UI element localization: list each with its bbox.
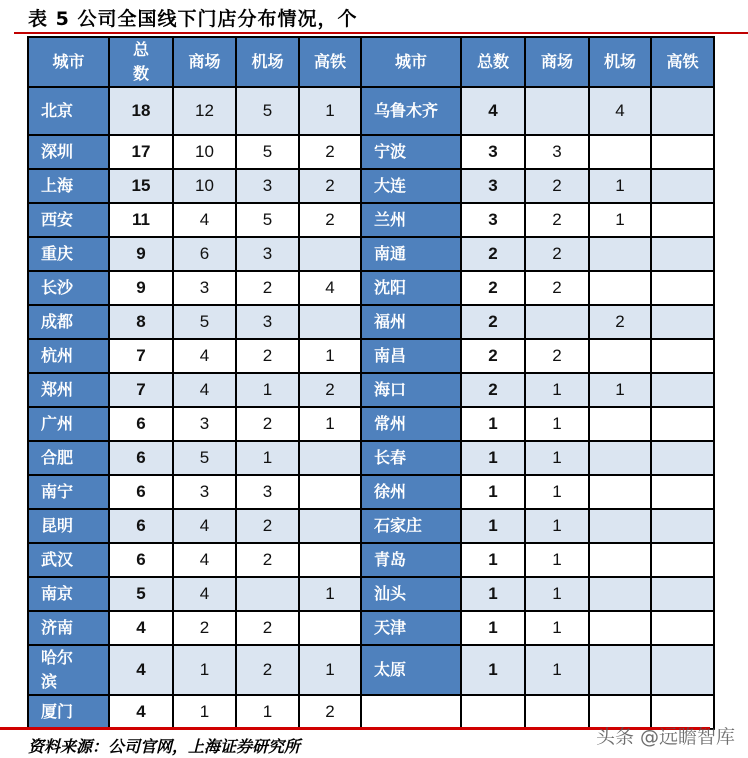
total-cell: 9 (109, 237, 173, 271)
total-cell: 2 (461, 271, 525, 305)
count-cell: 3 (173, 271, 236, 305)
city-cell: 重庆 (28, 237, 109, 271)
source-note: 资料来源：公司官网，上海证券研究所 (28, 737, 301, 756)
count-cell: 1 (589, 203, 651, 237)
city-cell: 南京 (28, 577, 109, 611)
total-cell: 1 (461, 645, 525, 695)
count-cell: 1 (525, 577, 589, 611)
count-cell: 5 (173, 305, 236, 339)
watermark: 头条 @远瞻智库 (596, 726, 736, 748)
store-table (27, 36, 715, 730)
count-cell (651, 509, 714, 543)
count-cell (299, 441, 361, 475)
city-cell: 昆明 (28, 509, 109, 543)
city-cell: 乌鲁木齐 (361, 87, 461, 135)
total-cell: 6 (109, 509, 173, 543)
count-cell (651, 339, 714, 373)
count-cell: 4 (173, 577, 236, 611)
count-cell (589, 645, 651, 695)
count-cell: 1 (525, 611, 589, 645)
city-cell: 上海 (28, 169, 109, 203)
total-cell: 15 (109, 169, 173, 203)
count-cell: 1 (299, 87, 361, 135)
total-cell: 4 (109, 695, 173, 729)
count-cell: 2 (299, 169, 361, 203)
count-cell: 1 (525, 543, 589, 577)
count-cell: 3 (525, 135, 589, 169)
city-cell: 武汉 (28, 543, 109, 577)
total-cell: 1 (461, 577, 525, 611)
count-cell: 2 (525, 203, 589, 237)
city-cell: 长沙 (28, 271, 109, 305)
count-cell (236, 577, 299, 611)
count-cell (651, 373, 714, 407)
total-cell: 6 (109, 441, 173, 475)
count-cell: 1 (236, 373, 299, 407)
table-row (28, 135, 714, 169)
city-cell: 宁波 (361, 135, 461, 169)
count-cell: 2 (299, 203, 361, 237)
city-cell: 郑州 (28, 373, 109, 407)
count-cell: 1 (525, 509, 589, 543)
count-cell: 2 (299, 135, 361, 169)
count-cell: 1 (236, 441, 299, 475)
count-cell: 1 (589, 169, 651, 203)
header-cell: 高铁 (651, 37, 714, 87)
count-cell: 4 (173, 543, 236, 577)
city-cell: 广州 (28, 407, 109, 441)
count-cell (651, 271, 714, 305)
header-row (28, 37, 714, 87)
total-cell: 2 (461, 339, 525, 373)
table-row (28, 543, 714, 577)
header-cell: 总数 (109, 37, 173, 87)
count-cell (651, 135, 714, 169)
total-cell: 3 (461, 135, 525, 169)
count-cell: 2 (299, 373, 361, 407)
total-cell: 1 (461, 543, 525, 577)
total-cell: 11 (109, 203, 173, 237)
count-cell: 3 (173, 475, 236, 509)
header-cell: 机场 (589, 37, 651, 87)
count-cell: 2 (525, 271, 589, 305)
count-cell (589, 441, 651, 475)
count-cell (651, 611, 714, 645)
count-cell: 2 (236, 543, 299, 577)
count-cell (525, 305, 589, 339)
count-cell: 2 (589, 305, 651, 339)
city-cell: 青岛 (361, 543, 461, 577)
count-cell: 1 (299, 577, 361, 611)
total-cell: 1 (461, 509, 525, 543)
city-cell: 厦门 (28, 695, 109, 729)
total-cell: 4 (461, 87, 525, 135)
count-cell (651, 237, 714, 271)
table-row (28, 339, 714, 373)
header-cell: 总数 (461, 37, 525, 87)
city-cell: 长春 (361, 441, 461, 475)
count-cell (651, 305, 714, 339)
city-cell: 南昌 (361, 339, 461, 373)
total-cell: 2 (461, 237, 525, 271)
city-cell: 海口 (361, 373, 461, 407)
table-row (28, 305, 714, 339)
total-cell: 17 (109, 135, 173, 169)
count-cell: 5 (173, 441, 236, 475)
count-cell: 6 (173, 237, 236, 271)
count-cell (589, 339, 651, 373)
count-cell: 5 (236, 87, 299, 135)
city-cell: 石家庄 (361, 509, 461, 543)
table-row (28, 203, 714, 237)
total-cell: 5 (109, 577, 173, 611)
table-row (28, 475, 714, 509)
total-cell: 7 (109, 373, 173, 407)
total-cell: 6 (109, 475, 173, 509)
count-cell (589, 407, 651, 441)
count-cell (589, 577, 651, 611)
count-cell: 2 (525, 169, 589, 203)
count-cell: 12 (173, 87, 236, 135)
total-cell: 2 (461, 373, 525, 407)
total-cell: 18 (109, 87, 173, 135)
count-cell: 1 (299, 339, 361, 373)
count-cell: 10 (173, 169, 236, 203)
count-cell: 3 (173, 407, 236, 441)
count-cell (651, 87, 714, 135)
count-cell: 2 (525, 339, 589, 373)
table-row (28, 611, 714, 645)
city-cell (361, 695, 461, 729)
count-cell: 2 (236, 339, 299, 373)
count-cell (651, 441, 714, 475)
count-cell (589, 237, 651, 271)
count-cell: 2 (236, 611, 299, 645)
total-cell: 1 (461, 407, 525, 441)
city-cell: 徐州 (361, 475, 461, 509)
city-cell: 济南 (28, 611, 109, 645)
count-cell (589, 271, 651, 305)
header-cell: 城市 (28, 37, 109, 87)
count-cell (651, 543, 714, 577)
count-cell (651, 407, 714, 441)
count-cell: 4 (173, 203, 236, 237)
total-cell: 3 (461, 203, 525, 237)
header-cell: 机场 (236, 37, 299, 87)
city-cell: 兰州 (361, 203, 461, 237)
city-cell: 大连 (361, 169, 461, 203)
total-cell: 7 (109, 339, 173, 373)
city-cell: 沈阳 (361, 271, 461, 305)
total-cell: 2 (461, 305, 525, 339)
total-cell (461, 695, 525, 729)
top-rule (14, 32, 748, 34)
total-cell: 1 (461, 611, 525, 645)
count-cell: 2 (525, 237, 589, 271)
city-cell: 哈尔滨 (28, 645, 109, 695)
total-cell: 9 (109, 271, 173, 305)
table-row (28, 87, 714, 135)
city-cell: 深圳 (28, 135, 109, 169)
header-cell: 商场 (525, 37, 589, 87)
count-cell: 3 (236, 237, 299, 271)
count-cell: 1 (525, 441, 589, 475)
header-cell: 商场 (173, 37, 236, 87)
city-cell: 南宁 (28, 475, 109, 509)
total-cell: 3 (461, 169, 525, 203)
count-cell (589, 543, 651, 577)
count-cell: 1 (299, 407, 361, 441)
count-cell: 1 (589, 373, 651, 407)
count-cell: 2 (299, 695, 361, 729)
count-cell: 1 (525, 407, 589, 441)
count-cell (589, 475, 651, 509)
count-cell: 1 (525, 373, 589, 407)
count-cell: 1 (173, 695, 236, 729)
table-row (28, 373, 714, 407)
city-cell: 杭州 (28, 339, 109, 373)
count-cell: 5 (236, 203, 299, 237)
city-cell: 常州 (361, 407, 461, 441)
city-cell: 福州 (361, 305, 461, 339)
table-row (28, 441, 714, 475)
count-cell: 1 (525, 475, 589, 509)
table-row (28, 645, 714, 695)
table-row (28, 407, 714, 441)
count-cell: 4 (173, 373, 236, 407)
count-cell: 2 (236, 271, 299, 305)
count-cell (299, 475, 361, 509)
total-cell: 1 (461, 475, 525, 509)
count-cell (299, 509, 361, 543)
count-cell (525, 695, 589, 729)
count-cell: 3 (236, 475, 299, 509)
count-cell: 4 (589, 87, 651, 135)
total-cell: 4 (109, 645, 173, 695)
total-cell: 6 (109, 543, 173, 577)
count-cell (299, 543, 361, 577)
count-cell: 5 (236, 135, 299, 169)
city-cell: 北京 (28, 87, 109, 135)
total-cell: 1 (461, 441, 525, 475)
count-cell (589, 135, 651, 169)
count-cell: 3 (236, 305, 299, 339)
count-cell: 1 (525, 645, 589, 695)
count-cell (299, 611, 361, 645)
city-cell: 汕头 (361, 577, 461, 611)
count-cell (589, 509, 651, 543)
count-cell: 2 (236, 407, 299, 441)
table-row (28, 237, 714, 271)
header-cell: 高铁 (299, 37, 361, 87)
city-cell: 南通 (361, 237, 461, 271)
count-cell: 1 (299, 645, 361, 695)
count-cell (651, 475, 714, 509)
count-cell: 2 (173, 611, 236, 645)
count-cell: 4 (299, 271, 361, 305)
count-cell (299, 305, 361, 339)
count-cell (525, 87, 589, 135)
table-row (28, 577, 714, 611)
city-cell: 天津 (361, 611, 461, 645)
city-cell: 成都 (28, 305, 109, 339)
count-cell: 3 (236, 169, 299, 203)
count-cell: 1 (173, 645, 236, 695)
count-cell: 10 (173, 135, 236, 169)
city-cell: 太原 (361, 645, 461, 695)
total-cell: 4 (109, 611, 173, 645)
table-row (28, 271, 714, 305)
total-cell: 6 (109, 407, 173, 441)
count-cell (651, 577, 714, 611)
count-cell (651, 645, 714, 695)
header-cell: 城市 (361, 37, 461, 87)
table-title: 表 5 公司全国线下门店分布情况，个 (28, 8, 358, 30)
city-cell: 西安 (28, 203, 109, 237)
count-cell: 4 (173, 339, 236, 373)
count-cell (589, 611, 651, 645)
table-row (28, 169, 714, 203)
count-cell (651, 203, 714, 237)
count-cell: 4 (173, 509, 236, 543)
total-cell: 8 (109, 305, 173, 339)
count-cell (299, 237, 361, 271)
count-cell: 2 (236, 645, 299, 695)
city-cell: 合肥 (28, 441, 109, 475)
count-cell: 2 (236, 509, 299, 543)
count-cell: 1 (236, 695, 299, 729)
table-row (28, 509, 714, 543)
count-cell (651, 169, 714, 203)
